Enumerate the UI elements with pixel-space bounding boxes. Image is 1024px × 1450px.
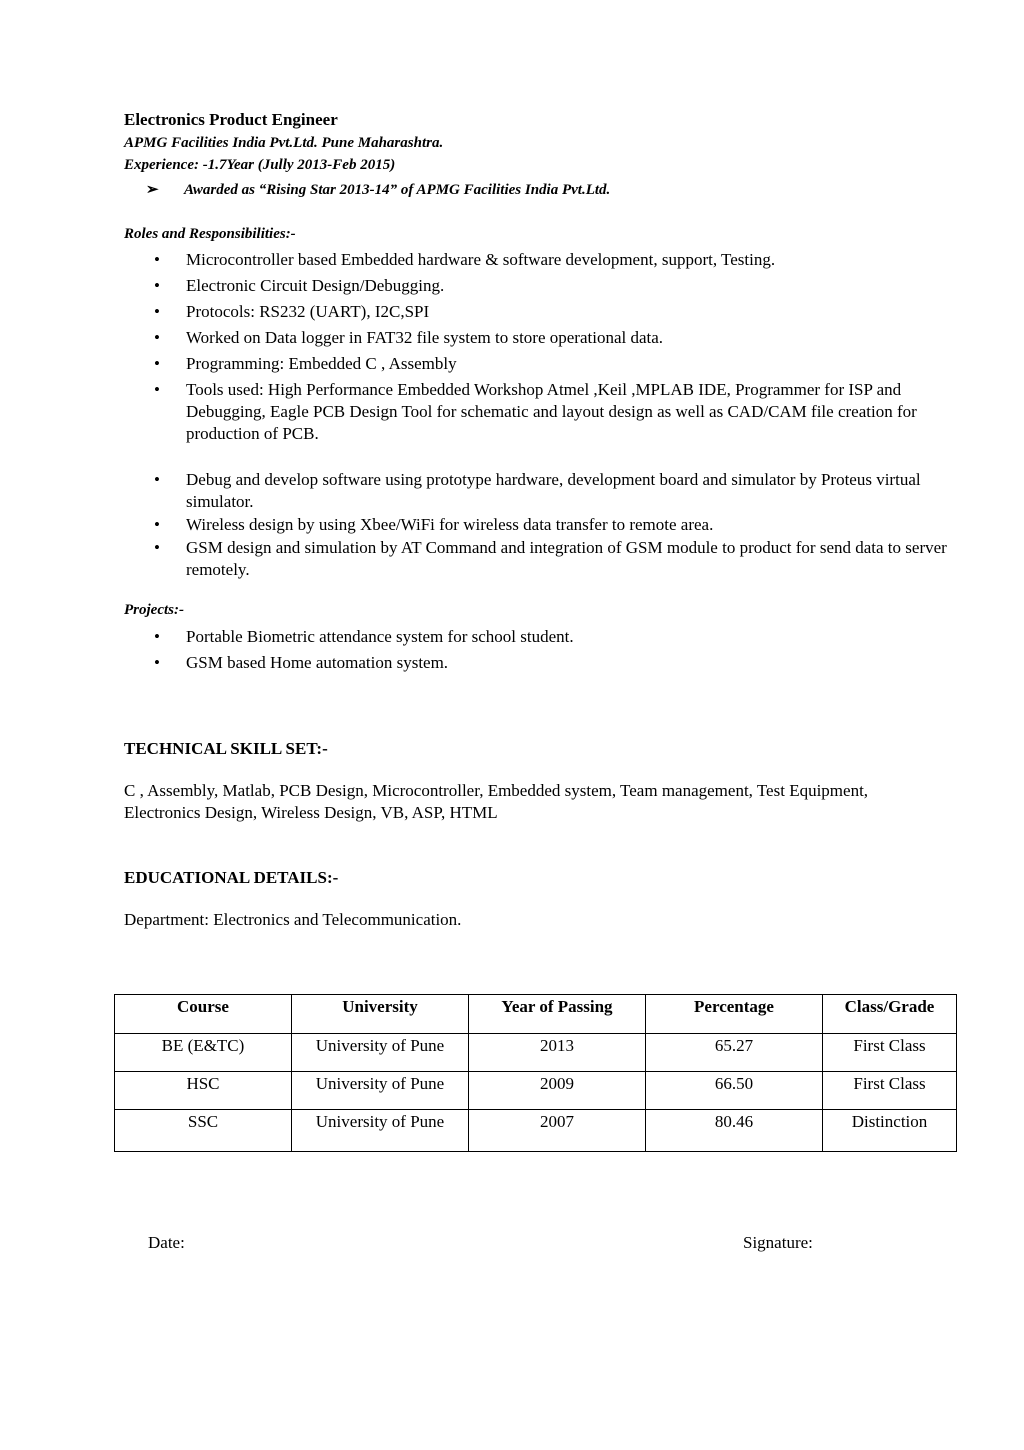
technical-skills-heading: TECHNICAL SKILL SET:- xyxy=(124,739,328,758)
date-label: Date: xyxy=(148,1233,185,1252)
award-text: Awarded as “Rising Star 2013-14” of APMG Facilities India Pvt.Ltd. xyxy=(184,182,611,198)
table-cell: 66.50 xyxy=(646,1072,823,1110)
bullet-icon: • xyxy=(154,538,160,557)
roles-list-secondary xyxy=(148,469,948,582)
list-item-text: GSM design and simulation by AT Command and integration of GSM module to product for send data to server remotely. xyxy=(186,538,947,579)
signature-label: Signature: xyxy=(743,1233,813,1252)
list-item xyxy=(148,652,948,674)
list-item-text: Tools used: High Performance Embedded Workshop Atmel ,Keil ,MPLAB IDE, Programmer for ISP and Debugging, Eagle PCB Design Tool for schematic and layout design as well as CAD/CAM file creation for production of PCB. xyxy=(186,380,917,443)
bullet-icon: • xyxy=(154,250,160,269)
technical-skills-text: C , Assembly, Matlab, PCB Design, Microcontroller, Embedded system, Team management, Test Equipment, Electronics Design, Wireless Design, VB, ASP, HTML xyxy=(124,781,869,822)
table-cell: 2007 xyxy=(469,1110,646,1152)
projects-heading: Projects:- xyxy=(124,602,184,618)
column-header-percentage: Percentage xyxy=(646,995,823,1034)
column-header-course: Course xyxy=(115,995,292,1034)
list-item xyxy=(148,379,948,445)
table-header-row xyxy=(115,995,957,1034)
list-item-text: Electronic Circuit Design/Debugging. xyxy=(186,276,445,295)
arrow-bullet-icon: ➢ xyxy=(146,182,159,198)
table-cell: 80.46 xyxy=(646,1110,823,1152)
bullet-icon: • xyxy=(154,380,160,399)
table-cell: First Class xyxy=(823,1072,957,1110)
table-cell: University of Pune xyxy=(292,1034,469,1072)
table-cell: HSC xyxy=(115,1072,292,1110)
list-item xyxy=(148,249,948,271)
table-cell: University of Pune xyxy=(292,1072,469,1110)
bullet-icon: • xyxy=(154,627,160,646)
list-item-text: GSM based Home automation system. xyxy=(186,653,449,672)
roles-heading: Roles and Responsibilities:- xyxy=(124,226,296,242)
table-cell: 65.27 xyxy=(646,1034,823,1072)
table-row xyxy=(115,1034,957,1072)
column-header-class: Class/Grade xyxy=(823,995,957,1034)
job-title: Electronics Product Engineer xyxy=(124,110,338,129)
list-item xyxy=(148,327,948,349)
bullet-icon: • xyxy=(154,276,160,295)
list-item xyxy=(148,537,948,581)
list-item-text: Protocols: RS232 (UART), I2C,SPI xyxy=(186,302,430,321)
list-item xyxy=(148,275,948,297)
experience-duration: Experience: -1.7Year (Jully 2013-Feb 2015) xyxy=(124,157,396,173)
list-item-text: Portable Biometric attendance system for school student. xyxy=(186,627,574,646)
bullet-icon: • xyxy=(154,354,160,373)
bullet-icon: • xyxy=(154,470,160,489)
table-cell: First Class xyxy=(823,1034,957,1072)
bullet-icon: • xyxy=(154,515,160,534)
bullet-icon: • xyxy=(154,302,160,321)
table-row xyxy=(115,1072,957,1110)
list-item xyxy=(148,469,948,513)
list-item xyxy=(148,301,948,323)
list-item xyxy=(148,626,948,648)
list-item xyxy=(148,514,948,536)
column-header-year: Year of Passing xyxy=(469,995,646,1034)
education-heading: EDUCATIONAL DETAILS:- xyxy=(124,868,339,887)
department-text: Department: Electronics and Telecommunication. xyxy=(124,910,462,929)
table-cell: 2013 xyxy=(469,1034,646,1072)
list-item xyxy=(148,353,948,375)
list-item-text: Debug and develop software using prototype hardware, development board and simulator by Proteus virtual simulator. xyxy=(186,470,921,511)
education-table xyxy=(114,994,957,1152)
table-row xyxy=(115,1110,957,1152)
list-item-text: Worked on Data logger in FAT32 file system to store operational data. xyxy=(186,328,664,347)
bullet-icon: • xyxy=(154,653,160,672)
company-name: APMG Facilities India Pvt.Ltd. Pune Maharashtra. xyxy=(124,135,444,151)
projects-list xyxy=(148,626,948,678)
list-item-text: Wireless design by using Xbee/WiFi for wireless data transfer to remote area. xyxy=(186,515,714,534)
award-line xyxy=(146,180,610,199)
table-cell: Distinction xyxy=(823,1110,957,1152)
table-cell: 2009 xyxy=(469,1072,646,1110)
list-item-text: Microcontroller based Embedded hardware & software development, support, Testing. xyxy=(186,250,776,269)
column-header-university: University xyxy=(292,995,469,1034)
table-cell: BE (E&TC) xyxy=(115,1034,292,1072)
bullet-icon: • xyxy=(154,328,160,347)
list-item-text: Programming: Embedded C , Assembly xyxy=(186,354,457,373)
roles-list-primary xyxy=(148,249,948,449)
table-cell: SSC xyxy=(115,1110,292,1152)
table-cell: University of Pune xyxy=(292,1110,469,1152)
